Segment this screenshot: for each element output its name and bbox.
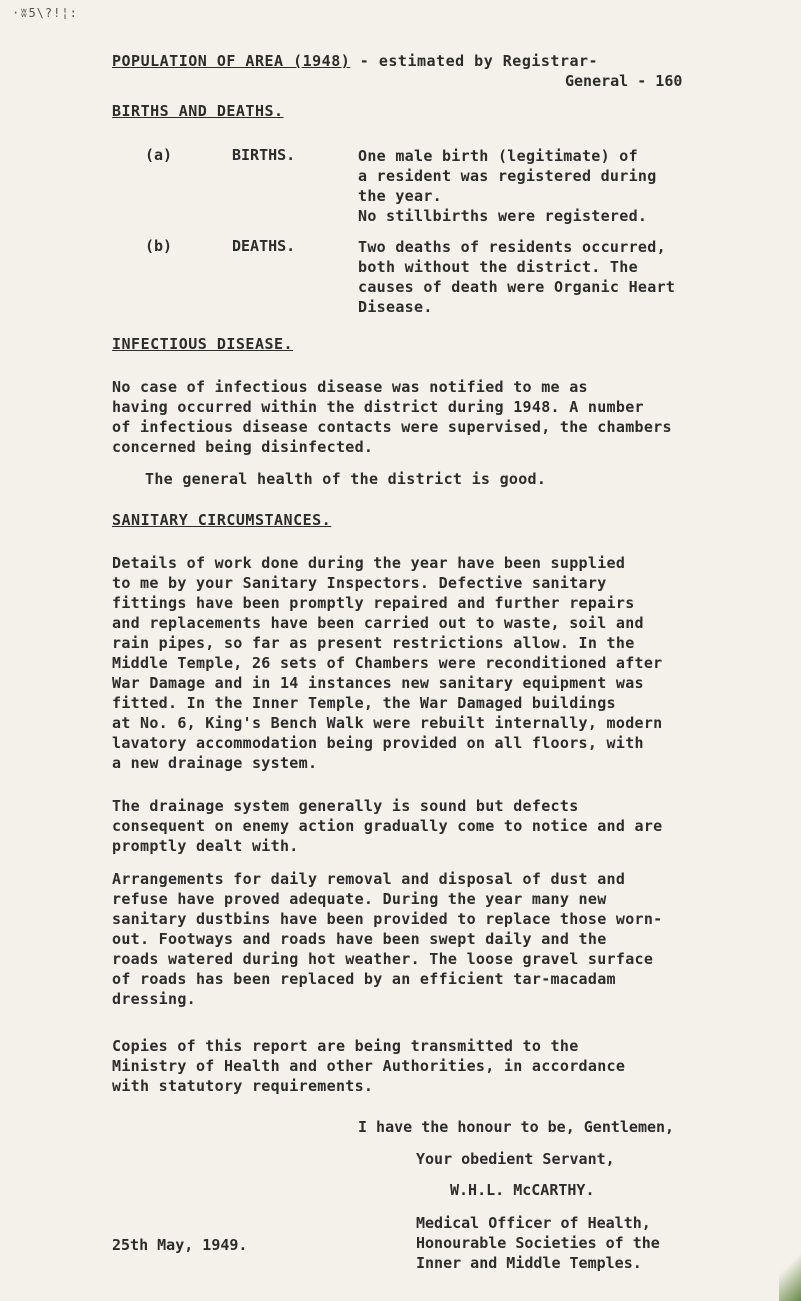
infectious-paragraph-1: No case of infectious disease was notified to me as having occurred within the district during 1948. A number of infectious disease contacts were supervised, the chambers concerned being disinfected.	[112, 378, 672, 456]
sanitary-paragraph-3: Arrangements for daily removal and disposal of dust and refuse have proved adequate. During the year many new sanitary dustbins have been provided to replace those worn- out. Footways and roads have been swept daily and the roads watered during hot weather. The loose gravel surface of roads has been replaced by an efficient tar-macadam dressing.	[112, 870, 663, 1008]
signatory-name: W.H.L. McCARTHY.	[450, 1181, 595, 1199]
title-estimate: - estimated by Registrar-	[350, 52, 599, 70]
closing-salutation: I have the honour to be, Gentlemen,	[358, 1118, 675, 1136]
deaths-marker: (b)	[145, 237, 173, 255]
births-text: One male birth (legitimate) of a resident was registered during the year. No stillbirths were registered.	[358, 147, 657, 225]
births-deaths-heading: BIRTHS AND DEATHS.	[112, 102, 284, 120]
report-date: 25th May, 1949.	[112, 1236, 248, 1254]
sanitary-heading: SANITARY CIRCUMSTANCES.	[112, 511, 332, 529]
births-marker: (a)	[145, 146, 173, 164]
closing-servant: Your obedient Servant,	[416, 1150, 615, 1168]
deaths-label: DEATHS.	[232, 237, 296, 255]
sanitary-paragraph-2: The drainage system generally is sound but defects consequent on enemy action gradually come to notice and are promptly dealt with.	[112, 797, 663, 855]
sanitary-paragraph-4: Copies of this report are being transmitted to the Ministry of Health and other Authorities, in accordance with statutory requirements.	[112, 1037, 626, 1095]
births-label: BIRTHS.	[232, 146, 296, 164]
deaths-text: Two deaths of residents occurred, both without the district. The causes of death were Organic Heart Disease.	[358, 238, 676, 316]
signatory-role-3: Inner and Middle Temples.	[416, 1254, 642, 1272]
infectious-paragraph-2: The general health of the district is good.	[145, 470, 547, 488]
title-population: POPULATION OF AREA (1948)	[112, 52, 351, 70]
signatory-role-2: Honourable Societies of the	[416, 1234, 660, 1252]
title-population-figure: General - 160	[565, 72, 683, 90]
report-title	[112, 52, 598, 70]
corner-mark: ·ʬ5\?!¦:	[12, 6, 78, 20]
infectious-heading: INFECTIOUS DISEASE.	[112, 335, 294, 353]
page-edge-decoration	[779, 1241, 801, 1301]
signatory-role-1: Medical Officer of Health,	[416, 1214, 651, 1232]
sanitary-paragraph-1: Details of work done during the year have been supplied to me by your Sanitary Inspectors. Defective sanitary fittings have been promptly repaired and further repairs and replacements have been carried out to waste, soil and rain pipes, so far as present restrictions allow. In the Middle Temple, 26 sets of Chambers were reconditioned after War Damage and in 14 instances new sanitary equipment was fitted. In the Inner Temple, the War Damaged buildings at No. 6, King's Bench Walk were rebuilt internally, modern lavatory accommodation being provided on all floors, with a new drainage system.	[112, 554, 663, 772]
